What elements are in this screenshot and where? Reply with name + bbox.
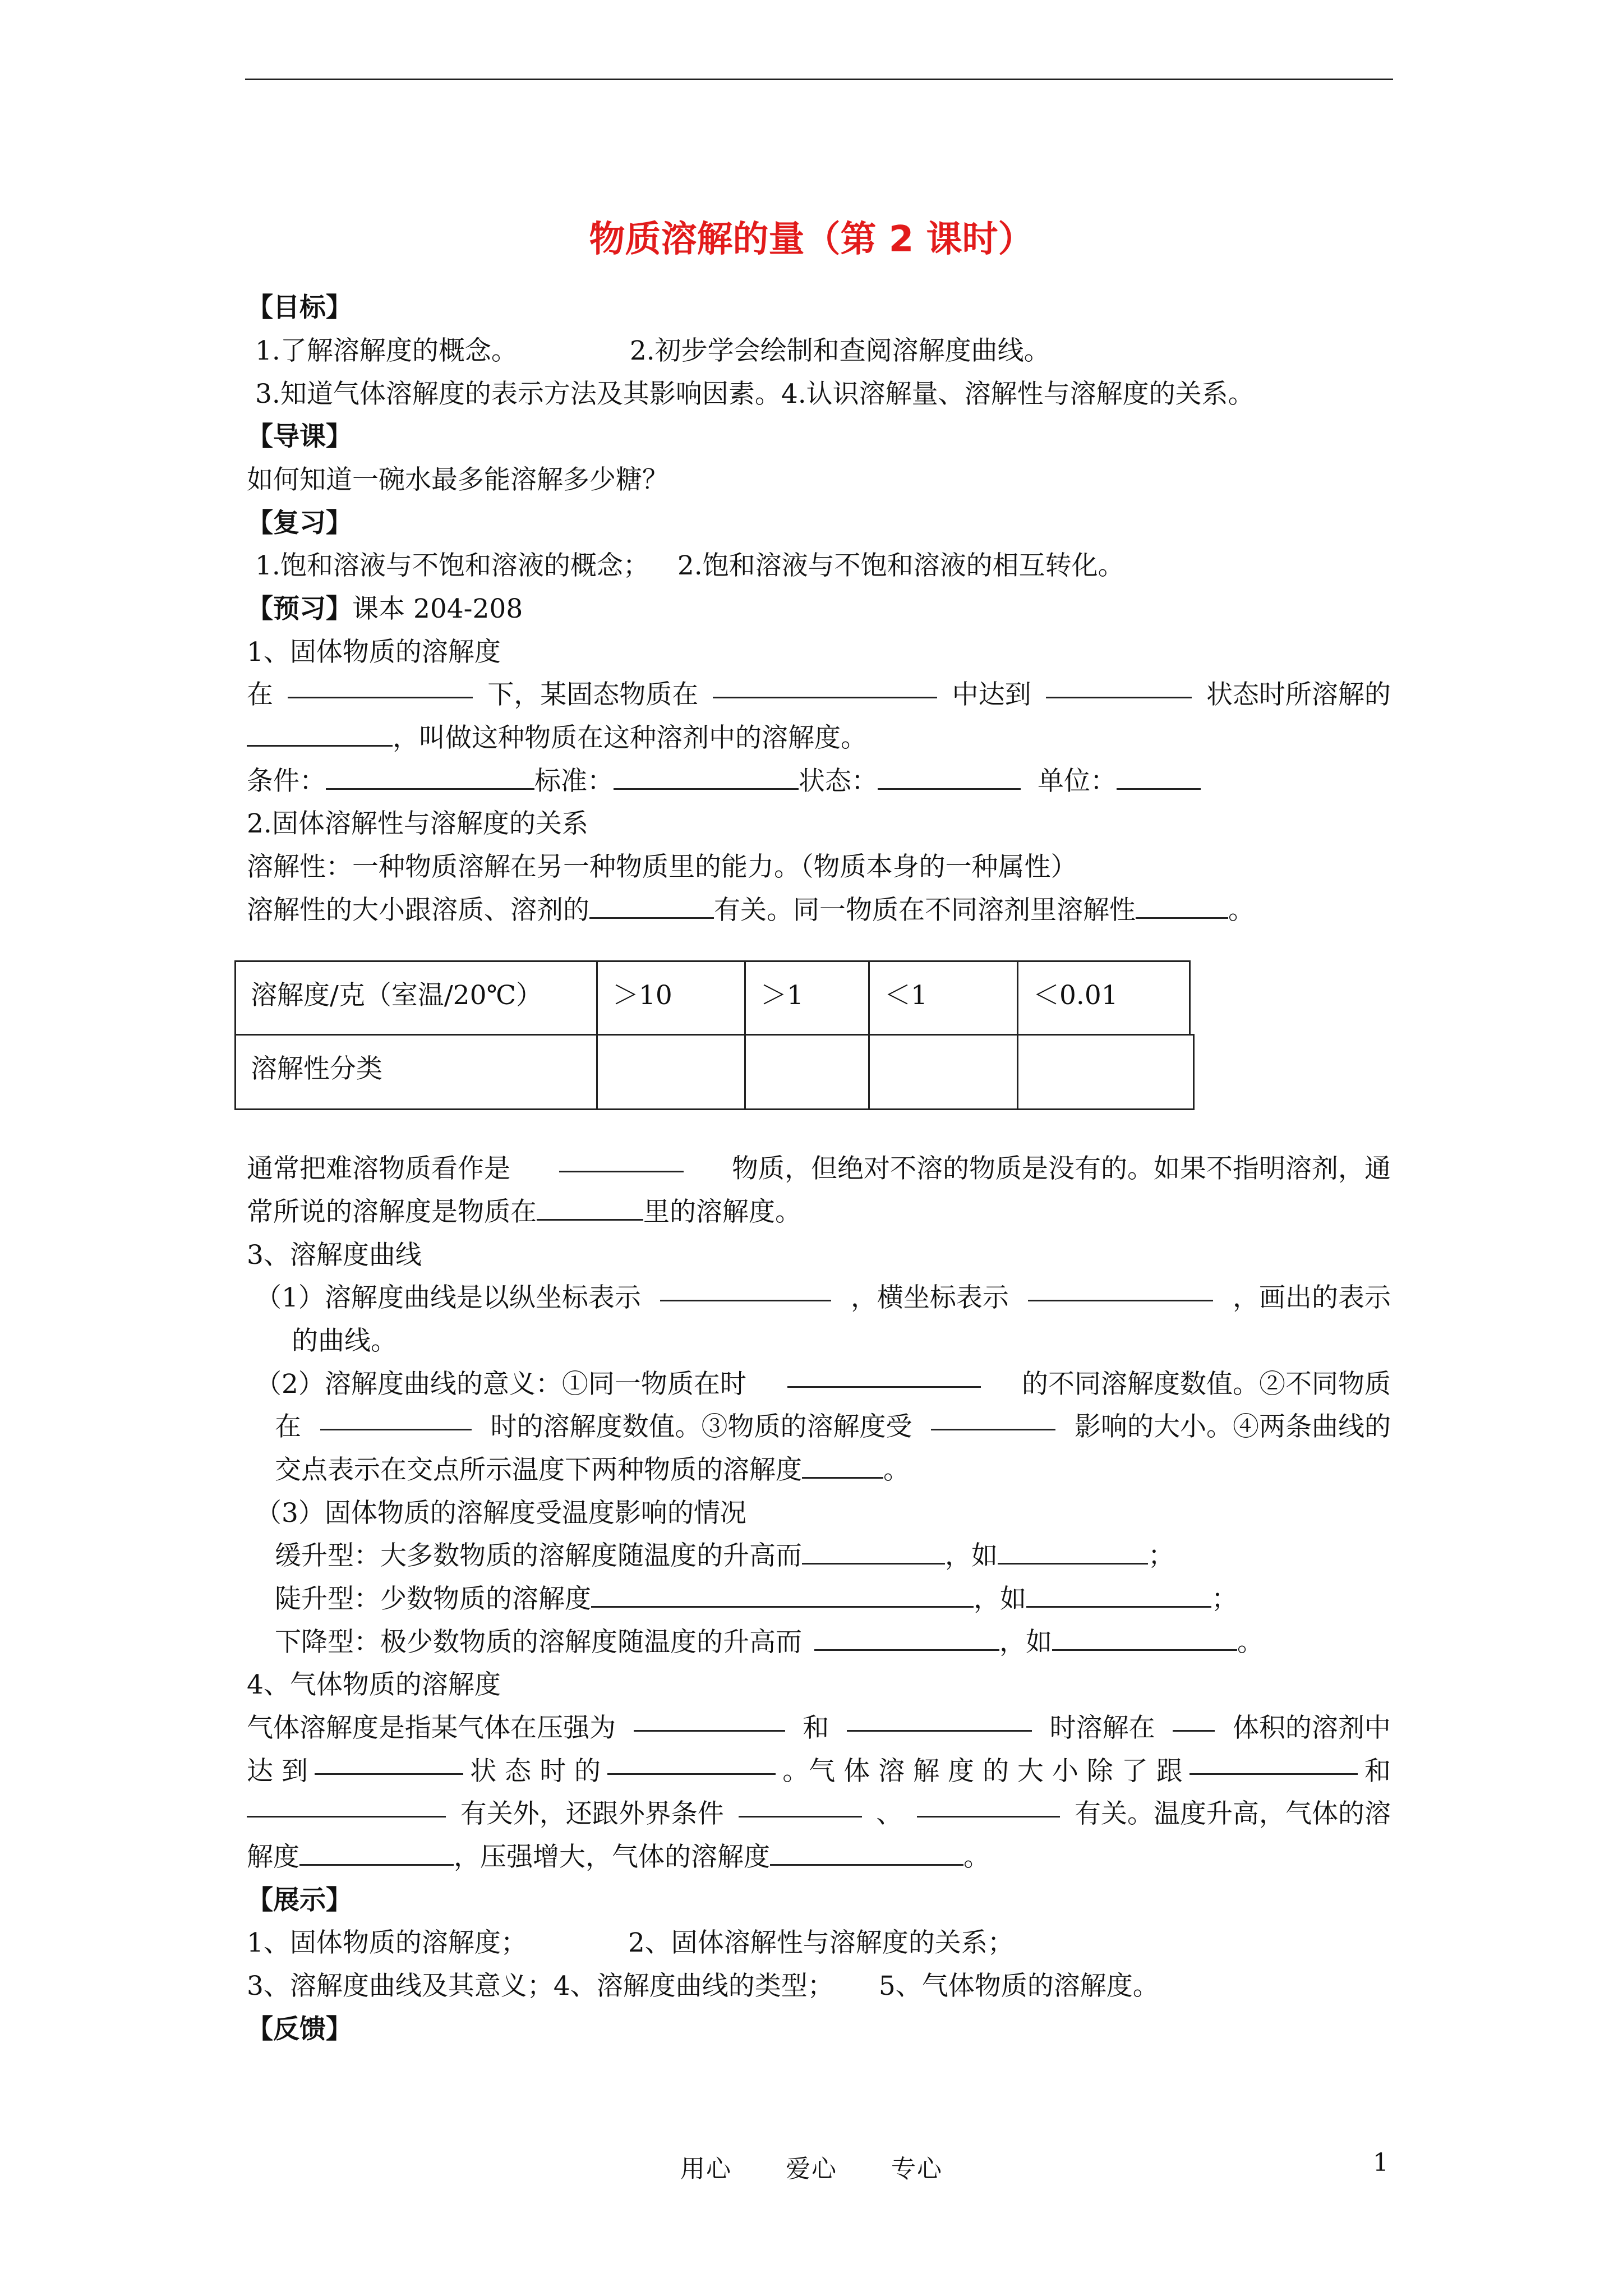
solubility-table [234,960,1195,1112]
table-input-cell[interactable] [1017,1034,1195,1110]
blank[interactable] [247,720,393,747]
header-rule [245,79,1393,80]
blank[interactable] [1173,1705,1215,1732]
sec3-decline: 下降型：极少数物质的溶解度随温度的升高而 ，如 。 [275,1619,1264,1665]
blank[interactable] [589,892,714,919]
blank[interactable] [739,1791,862,1818]
sec3-p2-line-3: 交点表示在交点所示温度下两种物质的溶解度 。 [275,1447,910,1493]
blank[interactable] [1046,672,1192,698]
preview-line [247,586,523,632]
show-line-1: 1、固体物质的溶解度； 2、固体溶解性与溶解度的关系； [247,1927,1014,1958]
blank[interactable] [326,763,534,790]
intro-text: 如何知道一碗水最多能溶解多少糖？ [247,464,668,495]
blank[interactable] [537,1194,643,1221]
table-header-cell: ＞10 [596,960,746,1036]
blank[interactable] [634,1705,785,1732]
sec3-p2-line-2: 在 时的溶解度数值。③物质的溶解度受 影响的大小。④两条曲线的 [275,1404,1391,1450]
sec4-line-3: 有关外，还跟外界条件 、 有关。温度升高，气体的溶 [247,1791,1391,1837]
blank[interactable] [1026,1581,1211,1608]
show-line-2: 3、溶解度曲线及其意义；4、溶解度曲线的类型； 5、气体物质的溶解度。 [247,1971,1159,2001]
blank[interactable] [878,763,1021,790]
sec3-slow-rise: 缓升型：大多数物质的溶解度随温度的升高而 ，如 ； [275,1533,1174,1579]
section-show-heading: 【展示】 [247,1885,352,1916]
blank[interactable] [559,1146,684,1172]
blank[interactable] [614,763,799,790]
sec3-p1-cont: 的曲线。 [292,1326,397,1356]
sec2-line-3: 溶解性的大小跟溶质、溶剂的 有关。同一物质在不同溶剂里溶解性 。 [247,887,1255,933]
section-preview-heading: 【预习】 [247,593,352,624]
blank[interactable] [770,1839,963,1866]
blank[interactable] [247,1791,446,1818]
footer-text-2: 爱心 [786,2155,837,2183]
blank[interactable] [315,1749,463,1775]
table-header-cell: 溶解度/克（室温/20℃） [234,960,598,1036]
section-target-heading: 【目标】 [247,292,352,323]
target-item-4: 4.认识溶解量、溶解性与溶解度的关系。 [781,379,1255,409]
blank[interactable] [917,1791,1060,1818]
blank[interactable] [660,1275,831,1301]
after-table-line-1: 通常把难溶物质看作是 物质，但绝对不溶的物质是没有的。如果不指明溶剂，通 [247,1146,1391,1192]
blank[interactable] [814,1625,999,1651]
sec3-p2-line-1: （2）溶解度曲线的意义：①同一物质在时 的不同溶解度数值。②不同物质 [255,1361,1391,1407]
sec3-steep-rise: 陡升型：少数物质的溶解度 ，如 ； [275,1576,1238,1622]
page-title: 物质溶解的量（第 2 课时） [589,219,1034,260]
page-number: 1 [1373,2148,1389,2177]
table-input-cell[interactable] [744,1034,870,1110]
blank[interactable] [320,1404,472,1430]
target-line-1 [255,328,1050,374]
review-line [255,543,1124,589]
target-item-2: 2.初步学会绘制和查阅溶解度曲线。 [629,335,1050,366]
sec1-line-3: 条件： 标准： 状态： 单位： [247,758,1201,804]
sec4-line-2: 达 到 状 态 时 的 。气 体 溶 解 度 的 大 小 除 了 跟 和 [247,1749,1391,1795]
preview-ref: 课本 204-208 [352,593,523,624]
blank[interactable] [713,672,937,698]
blank[interactable] [1052,1625,1237,1651]
sec1-line-2: ，叫做这种物质在这种溶剂中的溶解度。 [247,715,867,761]
review-item-1: 1.饱和溶液与不饱和溶液的概念； [255,550,649,581]
sec4-heading: 4、气体物质的溶解度 [247,1669,501,1700]
table-header-cell: ＜0.01 [1017,960,1191,1036]
target-item-1: 1.了解溶解度的概念。 [255,335,518,366]
footer-text-1: 用心 [680,2155,732,2183]
blank[interactable] [288,672,473,698]
blank[interactable] [802,1452,883,1479]
blank[interactable] [998,1538,1148,1565]
sec4-line-1: 气体溶解度是指某气体在压强为 和 时溶解在 体积的溶剂中 [247,1705,1391,1751]
target-line-2 [255,371,1255,417]
blank[interactable] [1136,892,1228,919]
blank[interactable] [591,1581,974,1608]
section-review-heading: 【复习】 [247,508,352,539]
review-item-2: 2.饱和溶液与不饱和溶液的相互转化。 [677,550,1124,581]
table-header-cell: ＜1 [868,960,1018,1036]
sec1-heading: 1、固体物质的溶解度 [247,637,501,668]
blank[interactable] [847,1705,1032,1732]
sec3-heading: 3、溶解度曲线 [247,1240,422,1271]
blank[interactable] [1117,763,1201,790]
table-row-label: 溶解性分类 [234,1034,598,1110]
blank[interactable] [787,1361,981,1388]
sec2-definition: 溶解性：一种物质溶解在另一种物质里的能力。（物质本身的一种属性） [247,852,1077,882]
blank[interactable] [299,1839,454,1866]
table-header-cell: ＞1 [744,960,870,1036]
section-feedback-heading: 【反馈】 [247,2014,352,2045]
sec4-line-4: 解度 ，压强增大，气体的溶解度 。 [247,1834,990,1880]
after-table-line-2: 常所说的溶解度是物质在 里的溶解度。 [247,1189,801,1235]
section-intro-heading: 【导课】 [247,421,352,452]
blank[interactable] [607,1749,776,1775]
blank[interactable] [1189,1749,1358,1775]
table-input-cell[interactable] [868,1034,1018,1110]
sec3-p1-line: （1）溶解度曲线是以纵坐标表示 ，横坐标表示 ，画出的表示 [255,1275,1391,1321]
blank[interactable] [802,1538,945,1565]
blank[interactable] [1028,1275,1213,1301]
sec1-line-1: 在 下，某固态物质在 中达到 状态时所溶解的 [247,672,1391,718]
footer-text-3: 专心 [891,2155,943,2183]
target-item-3: 3.知道气体溶解度的表示方法及其影响因素。 [255,379,781,409]
sec3-p3: （3）固体物质的溶解度受温度影响的情况 [255,1498,746,1529]
sec2-heading: 2.固体溶解性与溶解度的关系 [247,808,588,839]
blank[interactable] [931,1404,1055,1430]
table-input-cell[interactable] [596,1034,746,1110]
